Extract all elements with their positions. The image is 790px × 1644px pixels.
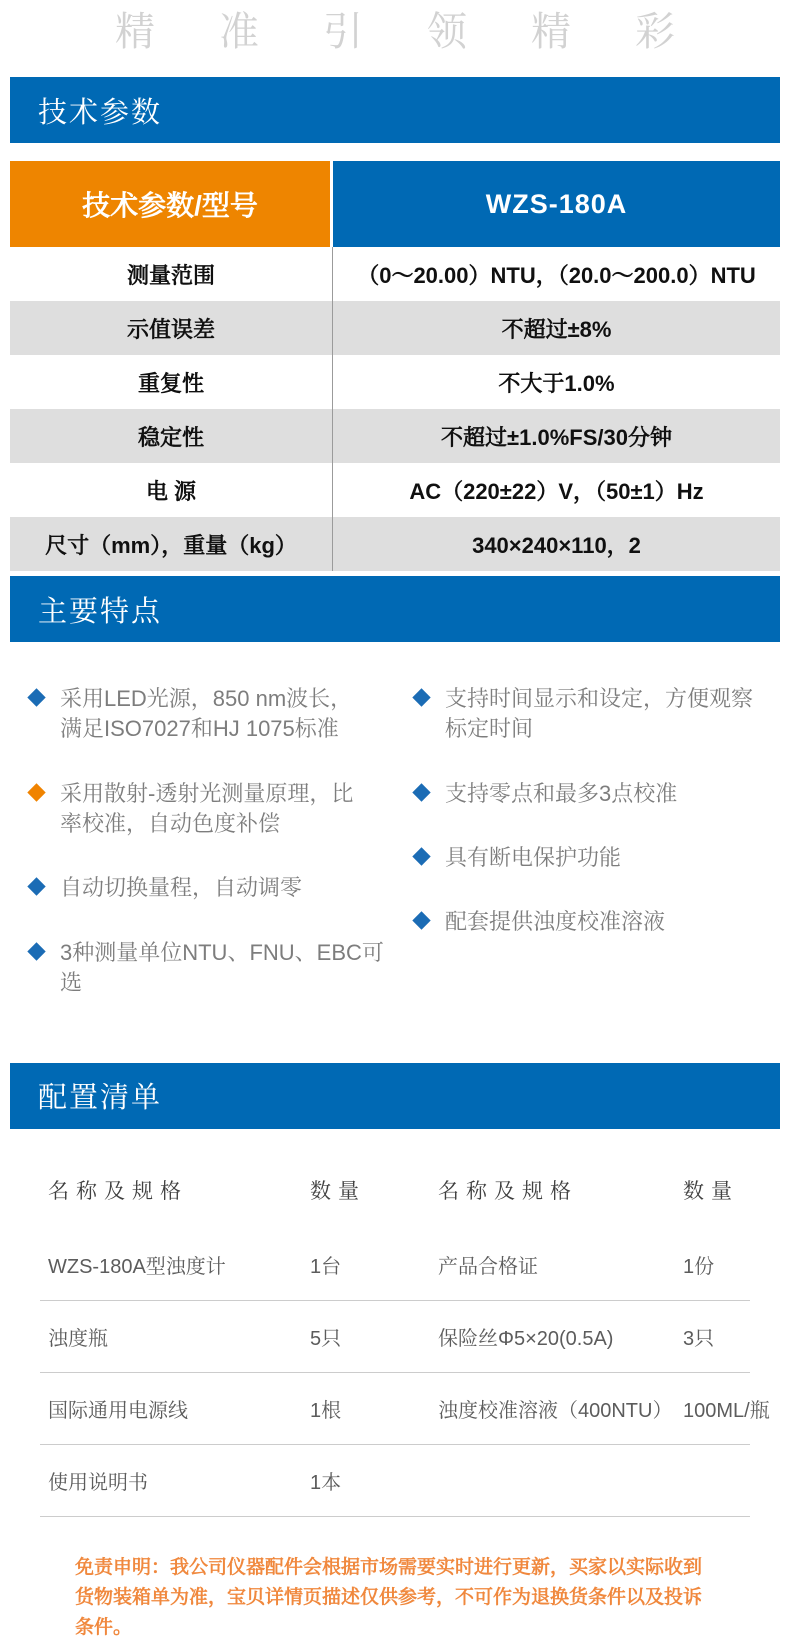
spec-table	[10, 161, 780, 571]
list-item	[30, 779, 405, 840]
table-row	[10, 463, 780, 517]
spec-label: 示值误差	[10, 301, 333, 355]
list-item	[30, 873, 405, 903]
section-title-config-list: 配置清单	[38, 1082, 163, 1115]
spec-label: 重复性	[10, 355, 333, 409]
column-header-name-spec: 名称及规格	[48, 1179, 188, 1203]
item-quantity: 1根	[310, 1399, 342, 1422]
feature-text: 支持零点和最多3点校准	[445, 780, 678, 806]
diamond-bullet-icon	[412, 912, 430, 930]
section-banner-config-list	[10, 1063, 780, 1129]
feature-text: 自动切换量程，自动调零	[60, 875, 303, 901]
item-quantity: 5只	[310, 1327, 342, 1350]
section-title-tech-params: 技术参数	[38, 96, 163, 129]
item-quantity: 1台	[310, 1255, 342, 1278]
feature-text: 具有断电保护功能	[445, 845, 622, 871]
spec-value: （0～20.00）NTU，（20.0～200.0）NTU	[357, 262, 756, 288]
table-row	[40, 1229, 750, 1301]
spec-label: 测量范围	[10, 247, 333, 301]
diamond-bullet-icon	[27, 942, 45, 960]
spec-header-model-value: WZS-180A	[333, 161, 780, 247]
item-name: 浊度瓶	[48, 1327, 108, 1350]
diamond-bullet-icon	[27, 688, 45, 706]
item-quantity: 3只	[683, 1327, 715, 1350]
item-name: 使用说明书	[48, 1471, 148, 1494]
features-column-left	[30, 684, 405, 999]
feature-text: 采用LED光源，850 nm波长，满足ISO7027和HJ 1075标准	[60, 686, 353, 742]
item-quantity: 1本	[310, 1471, 342, 1494]
feature-text: 采用散射-透射光测量原理，比率校准，自动色度补偿	[60, 780, 354, 837]
config-table	[40, 1129, 770, 1517]
spec-value: 不超过±8%	[501, 316, 612, 342]
diamond-bullet-icon	[412, 783, 430, 801]
spec-value: 340×240×110，2	[472, 532, 641, 558]
list-item	[30, 938, 405, 999]
feature-text: 支持时间显示和设定，方便观察标定时间	[445, 686, 754, 742]
feature-text: 配套提供浊度校准溶液	[445, 909, 666, 935]
spec-table-header	[10, 161, 780, 247]
table-row	[40, 1373, 770, 1445]
features-column-right	[405, 684, 760, 999]
list-item	[415, 684, 760, 745]
item-name: 产品合格证	[438, 1255, 538, 1278]
spec-header-param-model: 技术参数/型号	[10, 161, 330, 247]
item-quantity: 1份	[683, 1255, 715, 1278]
spec-label: 稳定性	[10, 409, 333, 463]
table-row	[10, 517, 780, 571]
section-title-main-features: 主要特点	[38, 595, 163, 628]
table-row	[10, 409, 780, 463]
diamond-bullet-icon	[412, 847, 430, 865]
list-item	[415, 907, 760, 937]
item-name: 浊度校准溶液（400NTU）	[438, 1399, 673, 1422]
features-list	[0, 642, 790, 1043]
table-row	[40, 1301, 750, 1373]
section-banner-tech-params	[10, 77, 780, 143]
item-quantity: 100ML/瓶	[683, 1399, 770, 1422]
list-item	[415, 843, 760, 873]
config-table-header	[40, 1129, 750, 1229]
feature-text: 3种测量单位NTU、FNU、EBC可选	[60, 939, 384, 996]
table-row	[40, 1445, 750, 1517]
spec-value: 不大于1.0%	[498, 370, 615, 396]
column-header-quantity: 数量	[310, 1179, 366, 1203]
list-item	[30, 684, 405, 745]
spec-label: 电 源	[10, 463, 333, 517]
spec-label: 尺寸（mm），重量（kg）	[10, 517, 333, 571]
table-row	[10, 247, 780, 301]
page-slogan: 精准引领精彩	[115, 10, 739, 54]
column-header-quantity: 数量	[683, 1179, 739, 1203]
disclaimer-text: 免责申明：我公司仪器配件会根据市场需要实时进行更新，买家以实际收到货物装箱单为准，宝贝详情页描述仅供参考，不可作为退换货条件以及投诉条件。	[75, 1556, 703, 1639]
column-header-name-spec: 名称及规格	[438, 1179, 578, 1203]
item-name: WZS-180A型浊度计	[48, 1255, 226, 1278]
table-row	[10, 355, 780, 409]
item-name: 国际通用电源线	[48, 1399, 188, 1422]
section-banner-main-features	[10, 576, 780, 642]
spec-value: AC（220±22）V，（50±1）Hz	[409, 478, 704, 504]
diamond-bullet-icon	[412, 688, 430, 706]
item-name: 保险丝Φ5×20(0.5A)	[438, 1327, 614, 1350]
table-row	[10, 301, 780, 355]
diamond-bullet-icon	[27, 878, 45, 896]
spec-value: 不超过±1.0%FS/30分钟	[441, 424, 672, 450]
list-item	[415, 779, 760, 809]
diamond-bullet-icon	[27, 783, 45, 801]
